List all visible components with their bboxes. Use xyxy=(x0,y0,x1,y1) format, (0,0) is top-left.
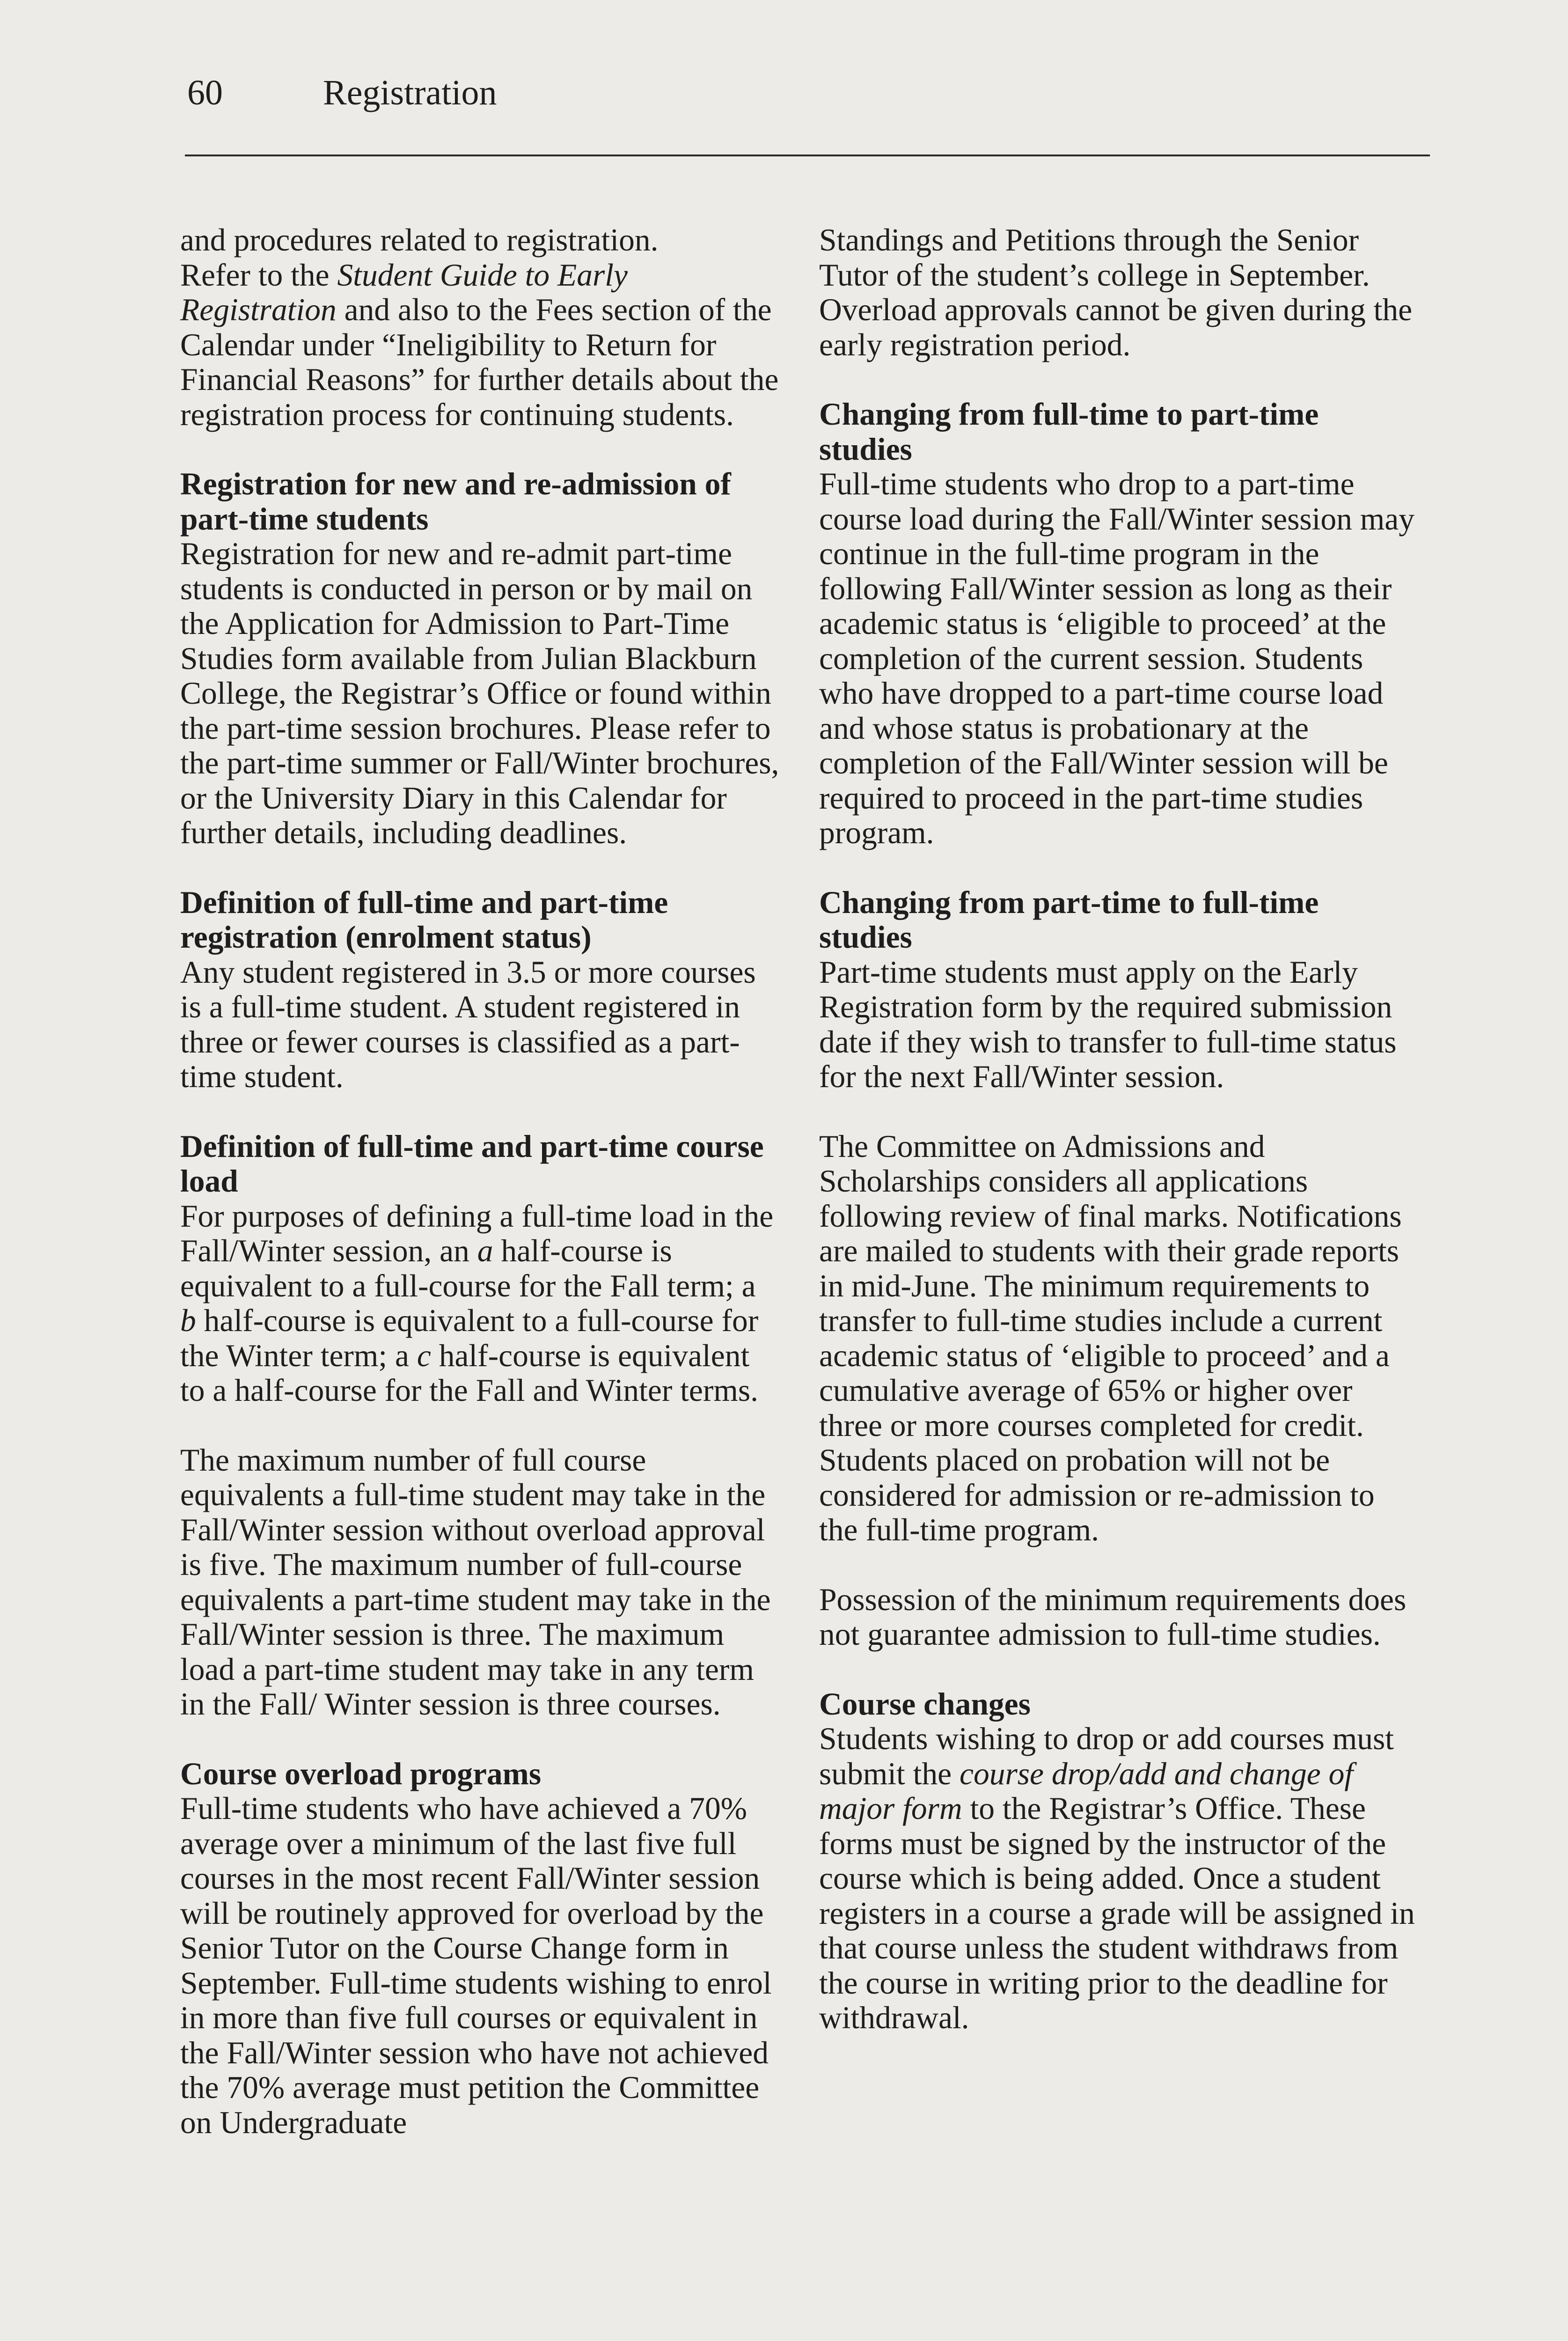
section-new-readmission xyxy=(180,467,779,851)
header-rule xyxy=(185,155,1430,156)
intro-paragraph xyxy=(180,258,779,433)
section-body: Possession of the minimum requirements does not guarantee admission to full-time studies. xyxy=(819,1582,1407,1652)
section-enrolment-status xyxy=(180,885,779,1095)
section-heading: Definition of full-time and part-time registration (enrolment status) xyxy=(180,884,668,955)
section-heading: Definition of full-time and part-time course load xyxy=(180,1128,764,1199)
section-body xyxy=(180,1199,779,1408)
page-header xyxy=(187,75,497,110)
intro-text-a: Refer to the xyxy=(180,257,337,293)
student-guide-title: Student Guide to Early Registration xyxy=(180,257,628,327)
intro-line: and procedures related to registration. xyxy=(180,222,659,258)
section-body: The maximum number of full course equivalents a full-time student may take in the Fall/Winter session without overload approval is five. The maximum number of full-course equivalents a part-time student may take in the Fall/Winter session is three. The maximum load a part-time student may take in any term in the Fall/ Winter session is three courses. xyxy=(180,1442,771,1722)
section-body: Any student registered in 3.5 or more courses is a full-time student. A student registered in three or fewer courses is classified as a part-time student. xyxy=(180,954,756,1094)
section-part-to-full xyxy=(819,885,1418,1652)
course-suffix-c: c xyxy=(417,1338,431,1373)
section-body xyxy=(819,1722,1418,2036)
left-column xyxy=(180,223,779,2140)
section-body: Full-time students who have achieved a 70% average over a minimum of the last five full courses in the most recent Fall/Winter session will be routinely approved for overload by the Senior Tutor on the Course Change form in September. Full-time students wishing to enrol in more than five full courses or equivalent in the Fall/Winter session who have not achieved the 70% average must petition the Committee on Undergraduate xyxy=(180,1791,772,2140)
section-heading: Course changes xyxy=(819,1686,1031,1722)
section-heading: Changing from full-time to part-time studies xyxy=(819,397,1319,467)
section-course-changes xyxy=(819,1687,1418,2036)
intro-text-b: and also to the Fees section of the Calendar under “Ineligibility to Return for Financial Reasons” for further details about the registration process for continuing students. xyxy=(180,292,779,432)
body-text: half-course is equivalent to a full-course for the Fall term; a xyxy=(180,1233,756,1303)
section-body: Registration for new and re-admit part-time students is conducted in person or by mail on the Application for Admission to Part-Time Studies form available from Julian Blackburn College, the Registrar’s Office or found within the part-time session brochures. Please refer to the part-time summer or Fall/Winter brochures, or the University Diary in this Calendar for further details, including deadlines. xyxy=(180,536,779,850)
section-overload xyxy=(180,1757,779,2141)
section-body: Full-time students who drop to a part-time course load during the Fall/Winter session may continue in the full-time program in the following Fall/Winter session as long as their academic status is ‘eligible to proceed’ at the completion of the current session. Students who have dropped to a part-time course load and whose status is probationary at the completion of the Fall/Winter session will be required to proceed in the part-time studies program. xyxy=(819,466,1415,850)
section-full-to-part xyxy=(819,397,1418,851)
course-suffix-b: b xyxy=(180,1303,196,1338)
section-body: The Committee on Admissions and Scholarships considers all applications following review of final marks. Notifications are mailed to students with their grade reports in mid-June. The minimum requirements to transfer to full-time studies include a current academic status of ‘eligible to proceed’ and a cumulative average of 65% or higher over three or more courses completed for credit. Students placed on probation will not be considered for admission or re-admission to the full-time program. xyxy=(819,1128,1402,1547)
continued-text: Overload approvals cannot be given during the early registration period. xyxy=(819,292,1413,362)
section-heading: Changing from part-time to full-time studies xyxy=(819,884,1319,955)
right-column xyxy=(819,223,1418,2036)
section-body: Part-time students must apply on the Early Registration form by the required submission date if they wish to transfer to full-time status for the next Fall/Winter session. xyxy=(819,954,1397,1094)
section-heading: Registration for new and re-admission of part-time students xyxy=(180,466,731,537)
page-number: 60 xyxy=(187,73,223,112)
section-heading: Course overload programs xyxy=(180,1756,542,1791)
body-text: to the Registrar’s Office. These forms must be signed by the instructor of the course which is being added. Once a student registers in a course a grade will be assigned in that course unless the student withdraws from the course in writing prior to the deadline for withdrawal. xyxy=(819,1791,1415,2035)
section-title: Registration xyxy=(323,73,497,112)
body-text: For purposes of defining a full-time load in the Fall/Winter session, an xyxy=(180,1198,774,1268)
body-text: half-course is equivalent to a full-course for the Winter term; a xyxy=(180,1303,759,1373)
body-text: Students wishing to drop or add courses must submit the xyxy=(819,1721,1394,1791)
continued-text: Standings and Petitions through the Senior Tutor of the student’s college in September. xyxy=(819,222,1370,293)
course-suffix-a: a xyxy=(477,1233,493,1268)
form-name: course drop/add and change of major form xyxy=(819,1756,1354,1826)
section-course-load xyxy=(180,1129,779,1722)
body-text: half-course is equivalent to a half-course for the Fall and Winter terms. xyxy=(180,1338,759,1408)
